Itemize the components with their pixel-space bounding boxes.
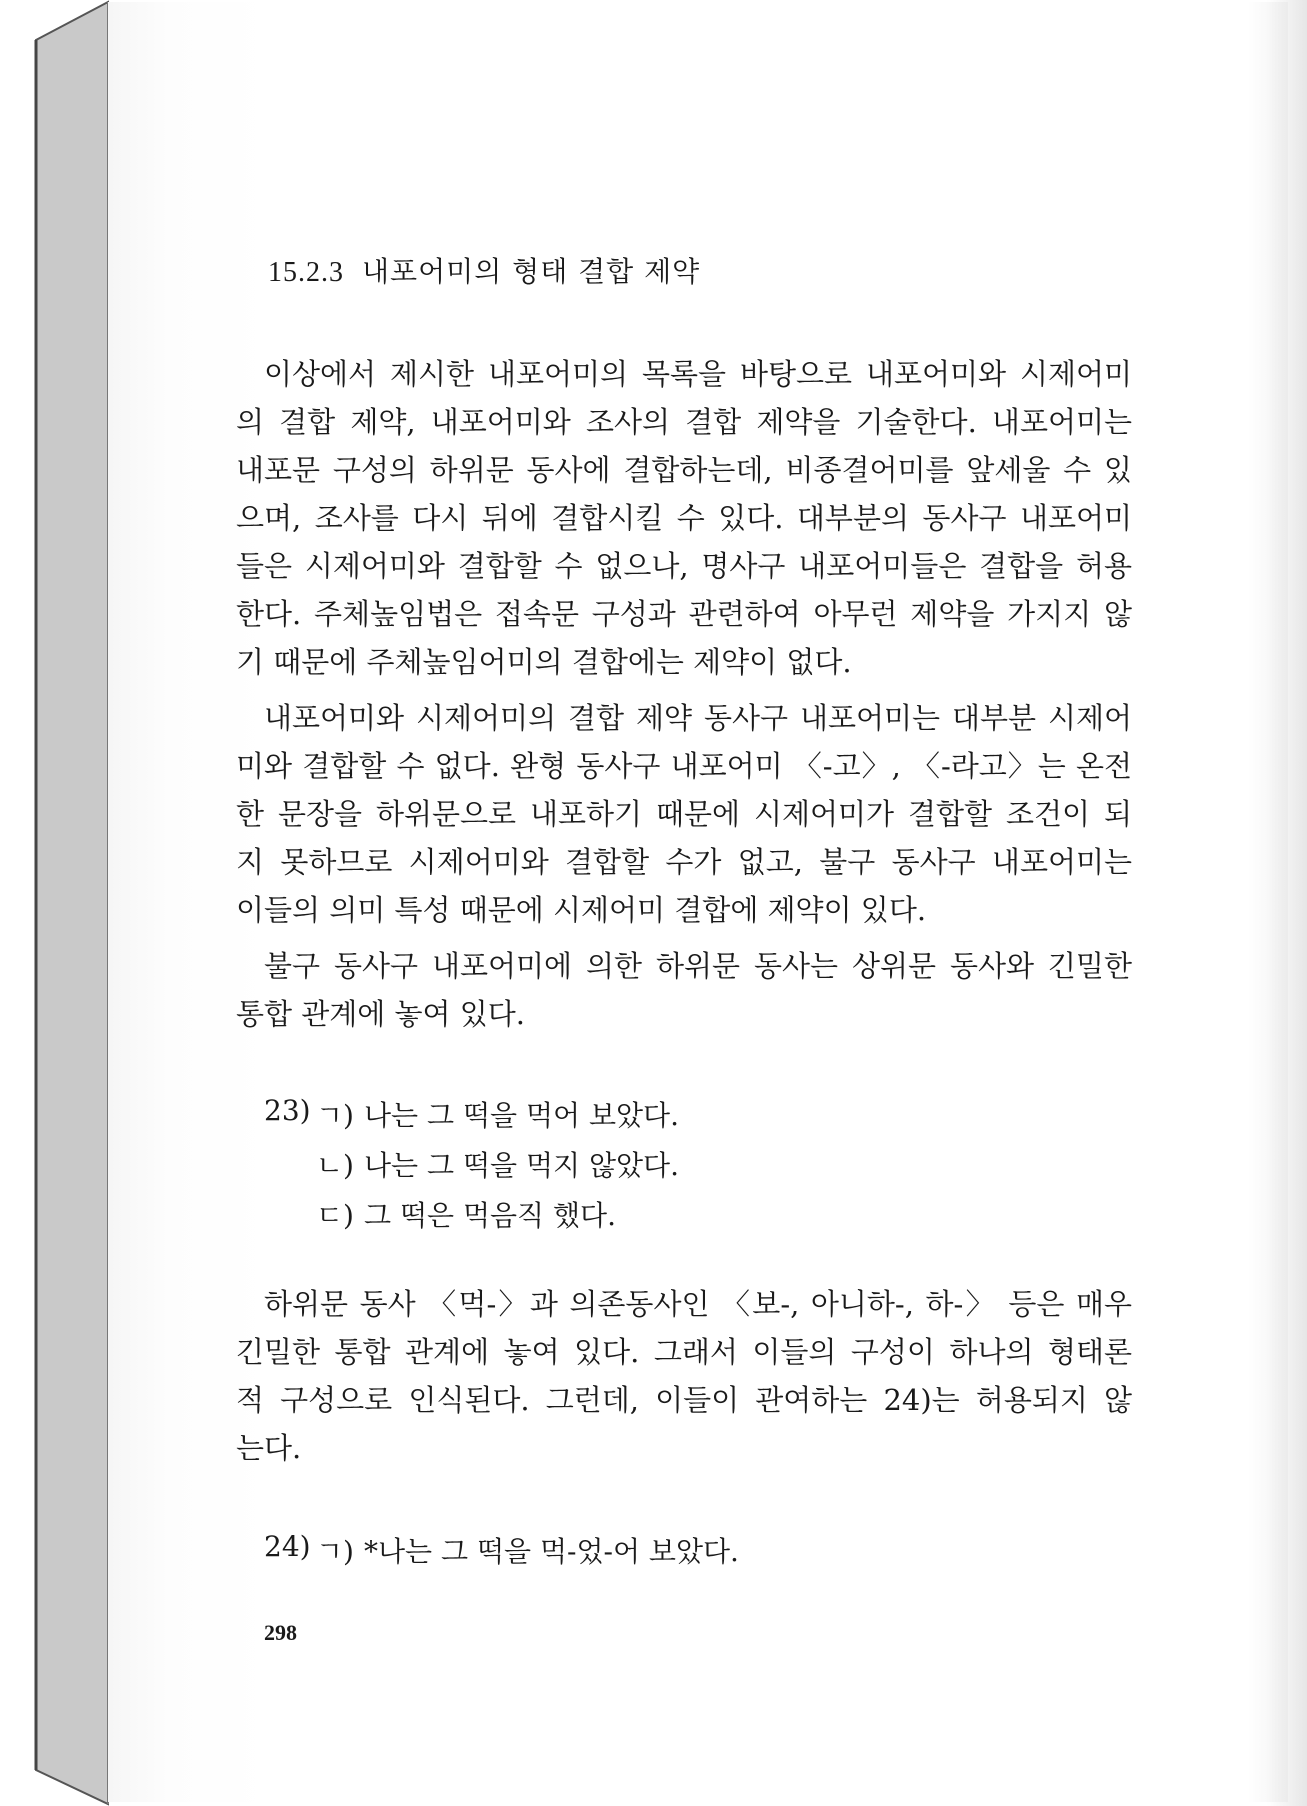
paragraph-1-line: 으며, 조사를 다시 뒤에 결합시킬 수 있다. 대부분의 동사구 내포어미: [236, 501, 1132, 535]
paragraph-4-line: 는다.: [236, 1431, 302, 1465]
section-heading: [268, 250, 700, 290]
paragraph-1-line: 의 결합 제약, 내포어미와 조사의 결합 제약을 기술한다. 내포어미는: [236, 405, 1132, 439]
example-label: 23): [264, 1094, 311, 1127]
paragraph-1-line: 들은 시제어미와 결합할 수 없으나, 명사구 내포어미들은 결합을 허용: [236, 549, 1132, 583]
example-label: 24): [264, 1530, 311, 1563]
example-marker: ㄱ): [316, 1099, 354, 1132]
paragraph-1-line: 이상에서 제시한 내포어미의 목록을 바탕으로 내포어미와 시제어미: [264, 357, 1132, 391]
paragraph-2-line: 내포어미와 시제어미의 결합 제약 동사구 내포어미는 대부분 시제어: [264, 701, 1132, 735]
paragraph-2-line: 이들의 의미 특성 때문에 시제어미 결합에 제약이 있다.: [236, 893, 927, 927]
example-marker: ㄱ): [316, 1535, 354, 1568]
paragraph-3-line: 불구 동사구 내포어미에 의한 하위문 동사는 상위문 동사와 긴밀한: [264, 949, 1132, 983]
section-number: 15.2.3: [268, 257, 344, 288]
example-sentence: *나는 그 떡을 먹-었-어 보았다.: [364, 1535, 739, 1568]
paragraph-2-line: 지 못하므로 시제어미와 결합할 수가 없고, 불구 동사구 내포어미는: [236, 845, 1132, 879]
example-marker: ㄷ): [316, 1199, 354, 1232]
paragraph-1-line: 한다. 주체높임법은 접속문 구성과 관련하여 아무런 제약을 가지지 않: [236, 597, 1132, 631]
paragraph-4-line: 긴밀한 통합 관계에 놓여 있다. 그래서 이들의 구성이 하나의 형태론: [236, 1335, 1132, 1369]
example-sentence: 그 떡은 먹음직 했다.: [364, 1199, 616, 1232]
paragraph-2-line: 미와 결합할 수 없다. 완형 동사구 내포어미 〈-고〉, 〈-라고〉는 온전: [236, 749, 1132, 783]
example-sentence: 나는 그 떡을 먹지 않았다.: [364, 1149, 679, 1182]
page-number: 298: [264, 1620, 297, 1645]
section-title: 내포어미의 형태 결합 제약: [362, 255, 701, 288]
paragraph-1-line: 기 때문에 주체높임어미의 결합에는 제약이 없다.: [236, 645, 852, 679]
example-sentence: 나는 그 떡을 먹어 보았다.: [364, 1099, 679, 1132]
paragraph-2-line: 한 문장을 하위문으로 내포하기 때문에 시제어미가 결합할 조건이 되: [236, 797, 1132, 831]
page-edge-shadow: [1267, 0, 1307, 1806]
paragraph-4-line: 하위문 동사 〈먹-〉과 의존동사인 〈보-, 아니하-, 하-〉 등은 매우: [264, 1287, 1132, 1321]
paragraph-4-line: 적 구성으로 인식된다. 그런데, 이들이 관여하는 24)는 허용되지 않: [236, 1383, 1132, 1417]
paragraph-1-line: 내포문 구성의 하위문 동사에 결합하는데, 비종결어미를 앞세울 수 있: [236, 453, 1132, 487]
paragraph-3-line: 통합 관계에 놓여 있다.: [236, 997, 525, 1031]
example-marker: ㄴ): [316, 1149, 354, 1182]
book-spine: [0, 0, 110, 1806]
